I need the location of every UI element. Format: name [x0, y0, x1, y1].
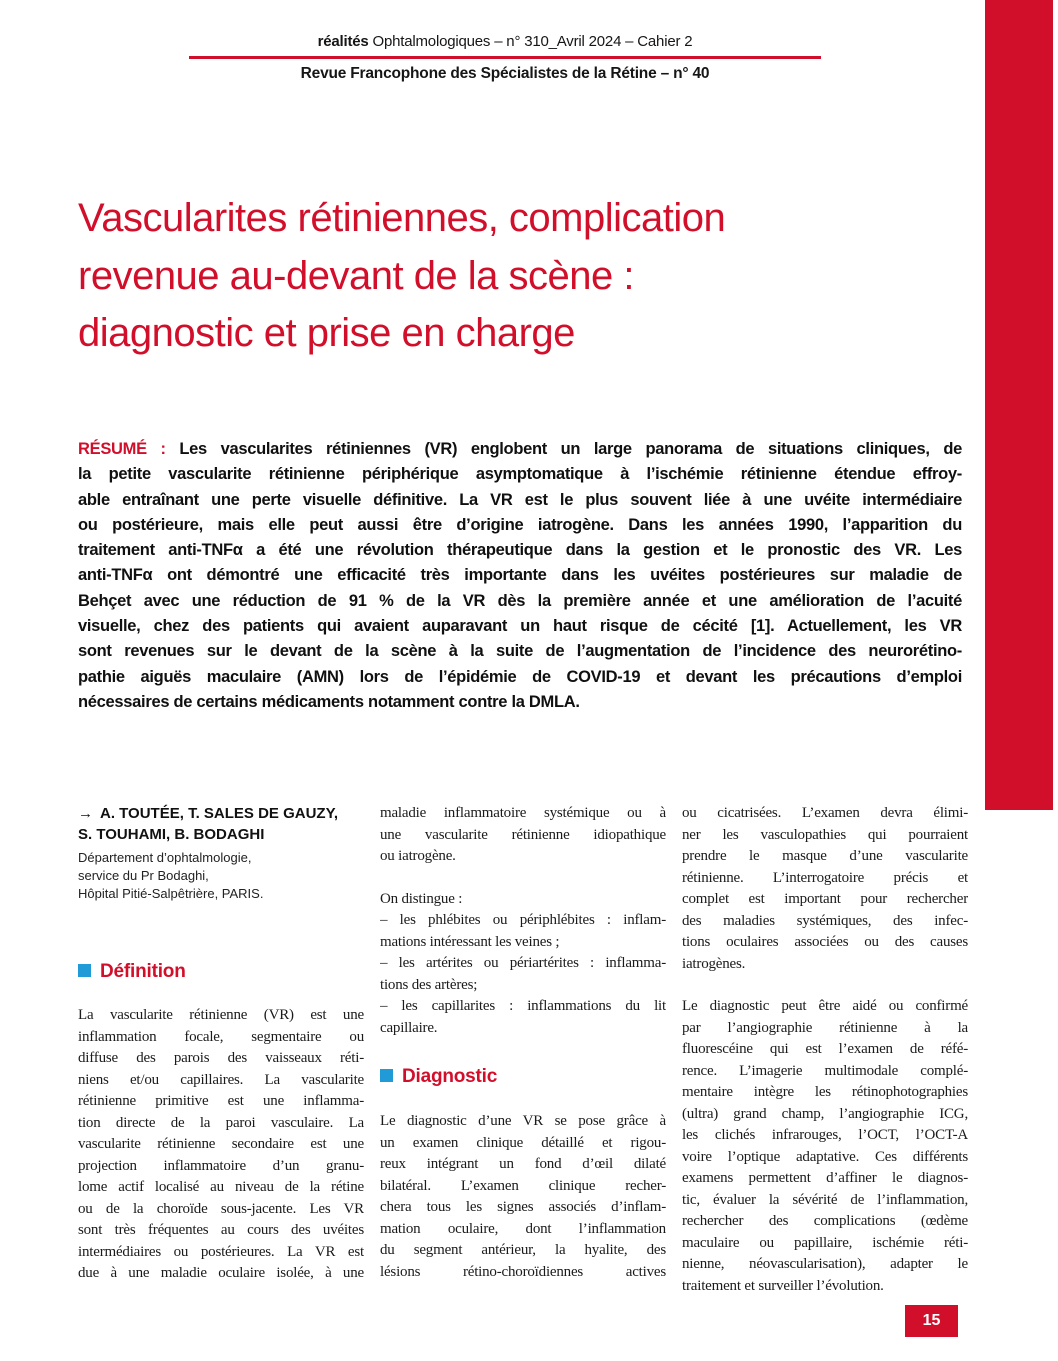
text-line: mations intéressant les veines ;: [380, 933, 560, 950]
text-line: ou postérieure, mais elle peut aussi être d’origine iatrogène. Dans les années 1990, l’apparition du: [78, 515, 962, 534]
abstract-first-line: [78, 437, 962, 462]
diagnostic-heading-label: Diagnostic: [402, 1066, 498, 1087]
text-line: ou iatrogène.: [380, 848, 456, 864]
text-line: anti-TNFα ont démontré une efficacité très importante dans les uvéites postérieures sur maladie de: [78, 566, 962, 585]
abstract-block: [78, 437, 962, 715]
text-line: (ultra) grand champ, l’angiographie ICG,: [682, 1105, 968, 1122]
text-line: reux intégrant un fond d’œil dilaté: [380, 1156, 666, 1172]
text-line: – les capillarites : inflammations du lit: [380, 998, 666, 1014]
text-line: traitement et surveiller l’évolution.: [682, 1277, 884, 1294]
column-3: [682, 803, 968, 1297]
text-line: lome actif localisé au niveau de la rétine: [78, 1179, 364, 1195]
journal-issue-info: Ophtalmologiques – n° 310_Avril 2024 – Cahier 2: [368, 33, 693, 50]
text-line: On distingue :: [380, 890, 463, 907]
article-title: [78, 190, 968, 363]
text-line: Behçet avec une réduction de 91 % de la VR dès la première année et une amélioration de l’acuité: [78, 591, 962, 610]
text-line: revenue au-devant de la scène :: [78, 253, 635, 298]
text-line: vascularite rétinienne secondaire est une: [78, 1136, 364, 1152]
text-line: un examen clinique détaillé et rigou-: [380, 1134, 666, 1151]
text-line: bilatéral. L’examen clinique recher-: [380, 1177, 666, 1194]
text-line: niens et/ou capillaires. La vascularite: [78, 1071, 364, 1088]
text-line: due à une maladie oculaire isolée, à une: [78, 1265, 364, 1281]
blue-square-icon: [78, 964, 91, 977]
text-line: projection inflammatoire d’un granu-: [78, 1157, 364, 1174]
column-2-paragraph-2: [380, 1111, 666, 1283]
text-line: diffuse des parois des vaisseaux réti-: [78, 1050, 364, 1066]
text-line: une vascularite rétinienne idiopathique: [380, 826, 666, 843]
text-line: chera tous les signes associés d’inflam-: [380, 1199, 666, 1215]
text-line: – les phlébites ou périphlébites : inflam-: [380, 912, 666, 928]
section-heading-definition: [78, 960, 186, 984]
text-line: par l’angiographie rétinienne à la: [682, 1019, 968, 1036]
definition-heading-label: Définition: [100, 961, 186, 982]
author-names: [78, 803, 364, 845]
text-line: Le diagnostic d’une VR se pose grâce à: [380, 1113, 666, 1129]
text-line: prendre le masque d’une vascularite: [682, 848, 968, 864]
text-line: maladie inflammatoire systémique ou à: [380, 805, 666, 821]
text-line: Vascularites rétiniennes, complication: [78, 196, 726, 240]
author-names-line1: A. TOUTÉE, T. SALES DE GAUZY,: [100, 805, 339, 822]
abstract-label: RÉSUMÉ :: [78, 440, 166, 458]
text-line: du segment antérieur, la hyalite, des: [380, 1242, 666, 1258]
text-line: voire l’optique adaptative. Ces différents: [682, 1148, 968, 1165]
text-line: pathie aiguës maculaire (AMN) lors de l’épidémie de COVID-19 et devant les précautions d’emploi: [78, 667, 962, 686]
text-line: nécessaires de certains médicaments notamment contre la DMLA.: [78, 692, 580, 711]
text-line: rétinienne. L’interrogatoire précis et: [682, 869, 968, 886]
section-heading-diagnostic: [380, 1065, 666, 1089]
text-line: maculaire ou papillaire, ischémie réti-: [682, 1234, 968, 1251]
text-line: rence. L’imagerie multimodale complé-: [682, 1062, 968, 1079]
text-line: able entraînant une perte visuelle définitive. La VR est le plus souvent liée à une uvéite intermédiaire: [78, 490, 962, 509]
text-line: nienne, néovascularisation), adapter le: [682, 1256, 968, 1272]
red-sidebar-decoration: [985, 0, 1053, 810]
text-line: – les artérites ou périartérites : inflamma-: [380, 955, 666, 971]
header-rule: [189, 56, 821, 59]
text-line: iatrogènes.: [682, 955, 746, 972]
author-affiliation: [78, 849, 364, 903]
text-line: sont revenues sur le devant de la scène à la suite de l’augmentation de l’incidence des neurorétino-: [78, 642, 962, 661]
text-line: ou de la choroïde sous-jacente. Les VR: [78, 1200, 364, 1217]
page-header: [78, 33, 932, 83]
text-line: tions oculaires associées ou des causes: [682, 934, 968, 950]
text-line: visuelle, chez des patients qui avaient auparavant un haut risque de cécité [1]. Actuellement, les VR: [78, 617, 962, 636]
text-line: sont très fréquentes au cours des uvéites: [78, 1222, 364, 1238]
text-line: complet est important pour rechercher: [682, 891, 968, 907]
text-line: diagnostic et prise en charge: [78, 311, 575, 355]
author-block: [78, 803, 364, 903]
abstract-lines: [78, 462, 962, 715]
text-line: fluorescéine qui est l’examen de réfé-: [682, 1041, 968, 1057]
column-3-paragraph-2: [682, 996, 968, 1297]
text-line: mentaire intègre les rétinophotographies: [682, 1084, 968, 1100]
text-line: intermédiaires ou postérieures. La VR est: [78, 1243, 364, 1260]
text-line: Département d’ophtalmologie,: [78, 850, 252, 865]
column-2-paragraph-1: [380, 803, 666, 868]
text-line: Hôpital Pitié-Salpêtrière, PARIS.: [78, 886, 264, 901]
blue-square-icon: [380, 1069, 393, 1082]
text-line: ou cicatrisées. L’examen devra élimi-: [682, 805, 968, 821]
journal-name-bold: réalités: [317, 33, 369, 50]
text-line: des maladies systémiques, des infec-: [682, 912, 968, 929]
column-2: [380, 803, 666, 1283]
author-names-line2: S. TOUHAMI, B. BODAGHI: [78, 826, 265, 843]
text-line: mation oculaire, dont l’inflammation: [380, 1220, 666, 1237]
text-line: la petite vascularite rétinienne périphérique asymptomatique à l’ischémie rétinienne étendue effroy-: [78, 465, 962, 484]
revue-subtitle: Revue Francophone des Spécialistes de la Rétine – n° 40: [300, 65, 710, 82]
journal-name-line: [78, 33, 932, 50]
text-line: tic, évaluer la sévérité de l’inflammation,: [682, 1191, 968, 1208]
text-line: capillaire.: [380, 1019, 438, 1036]
text-line: La vascularite rétinienne (VR) est une: [78, 1007, 364, 1023]
text-line: examens permettent d’affiner le diagnos-: [682, 1170, 968, 1186]
right-arrow-icon: →: [78, 805, 93, 822]
text-line: service du Pr Bodaghi,: [78, 868, 209, 883]
text-line: inflammation focale, segmentaire ou: [78, 1028, 364, 1045]
text-line: lésions rétino-choroïdiennes actives: [380, 1263, 666, 1280]
text-line: traitement anti-TNFα a été une révolution thérapeutique dans la gestion et le pronostic des VR. Les: [78, 541, 962, 560]
text-line: ner les vasculopathies qui pourraient: [682, 826, 968, 843]
text-line: Le diagnostic peut être aidé ou confirmé: [682, 998, 968, 1014]
text-line: tion directe de la paroi vasculaire. La: [78, 1114, 364, 1131]
abstract-first-text: Les vascularites rétiniennes (VR) englobent un large panorama de situations cliniques, de: [179, 440, 962, 458]
text-line: les clichés infrarouges, l’OCT, l’OCT-A: [682, 1127, 968, 1143]
text-line: tions des artères;: [380, 976, 478, 993]
column-1-paragraph: [78, 1005, 364, 1285]
column-3-paragraph-1: [682, 803, 968, 975]
text-line: rechercher des complications (œdème: [682, 1213, 968, 1229]
column-2-list: [380, 889, 666, 1040]
text-line: rétinienne primitive est une inflamma-: [78, 1093, 364, 1109]
page-number-badge: 15: [905, 1305, 958, 1337]
